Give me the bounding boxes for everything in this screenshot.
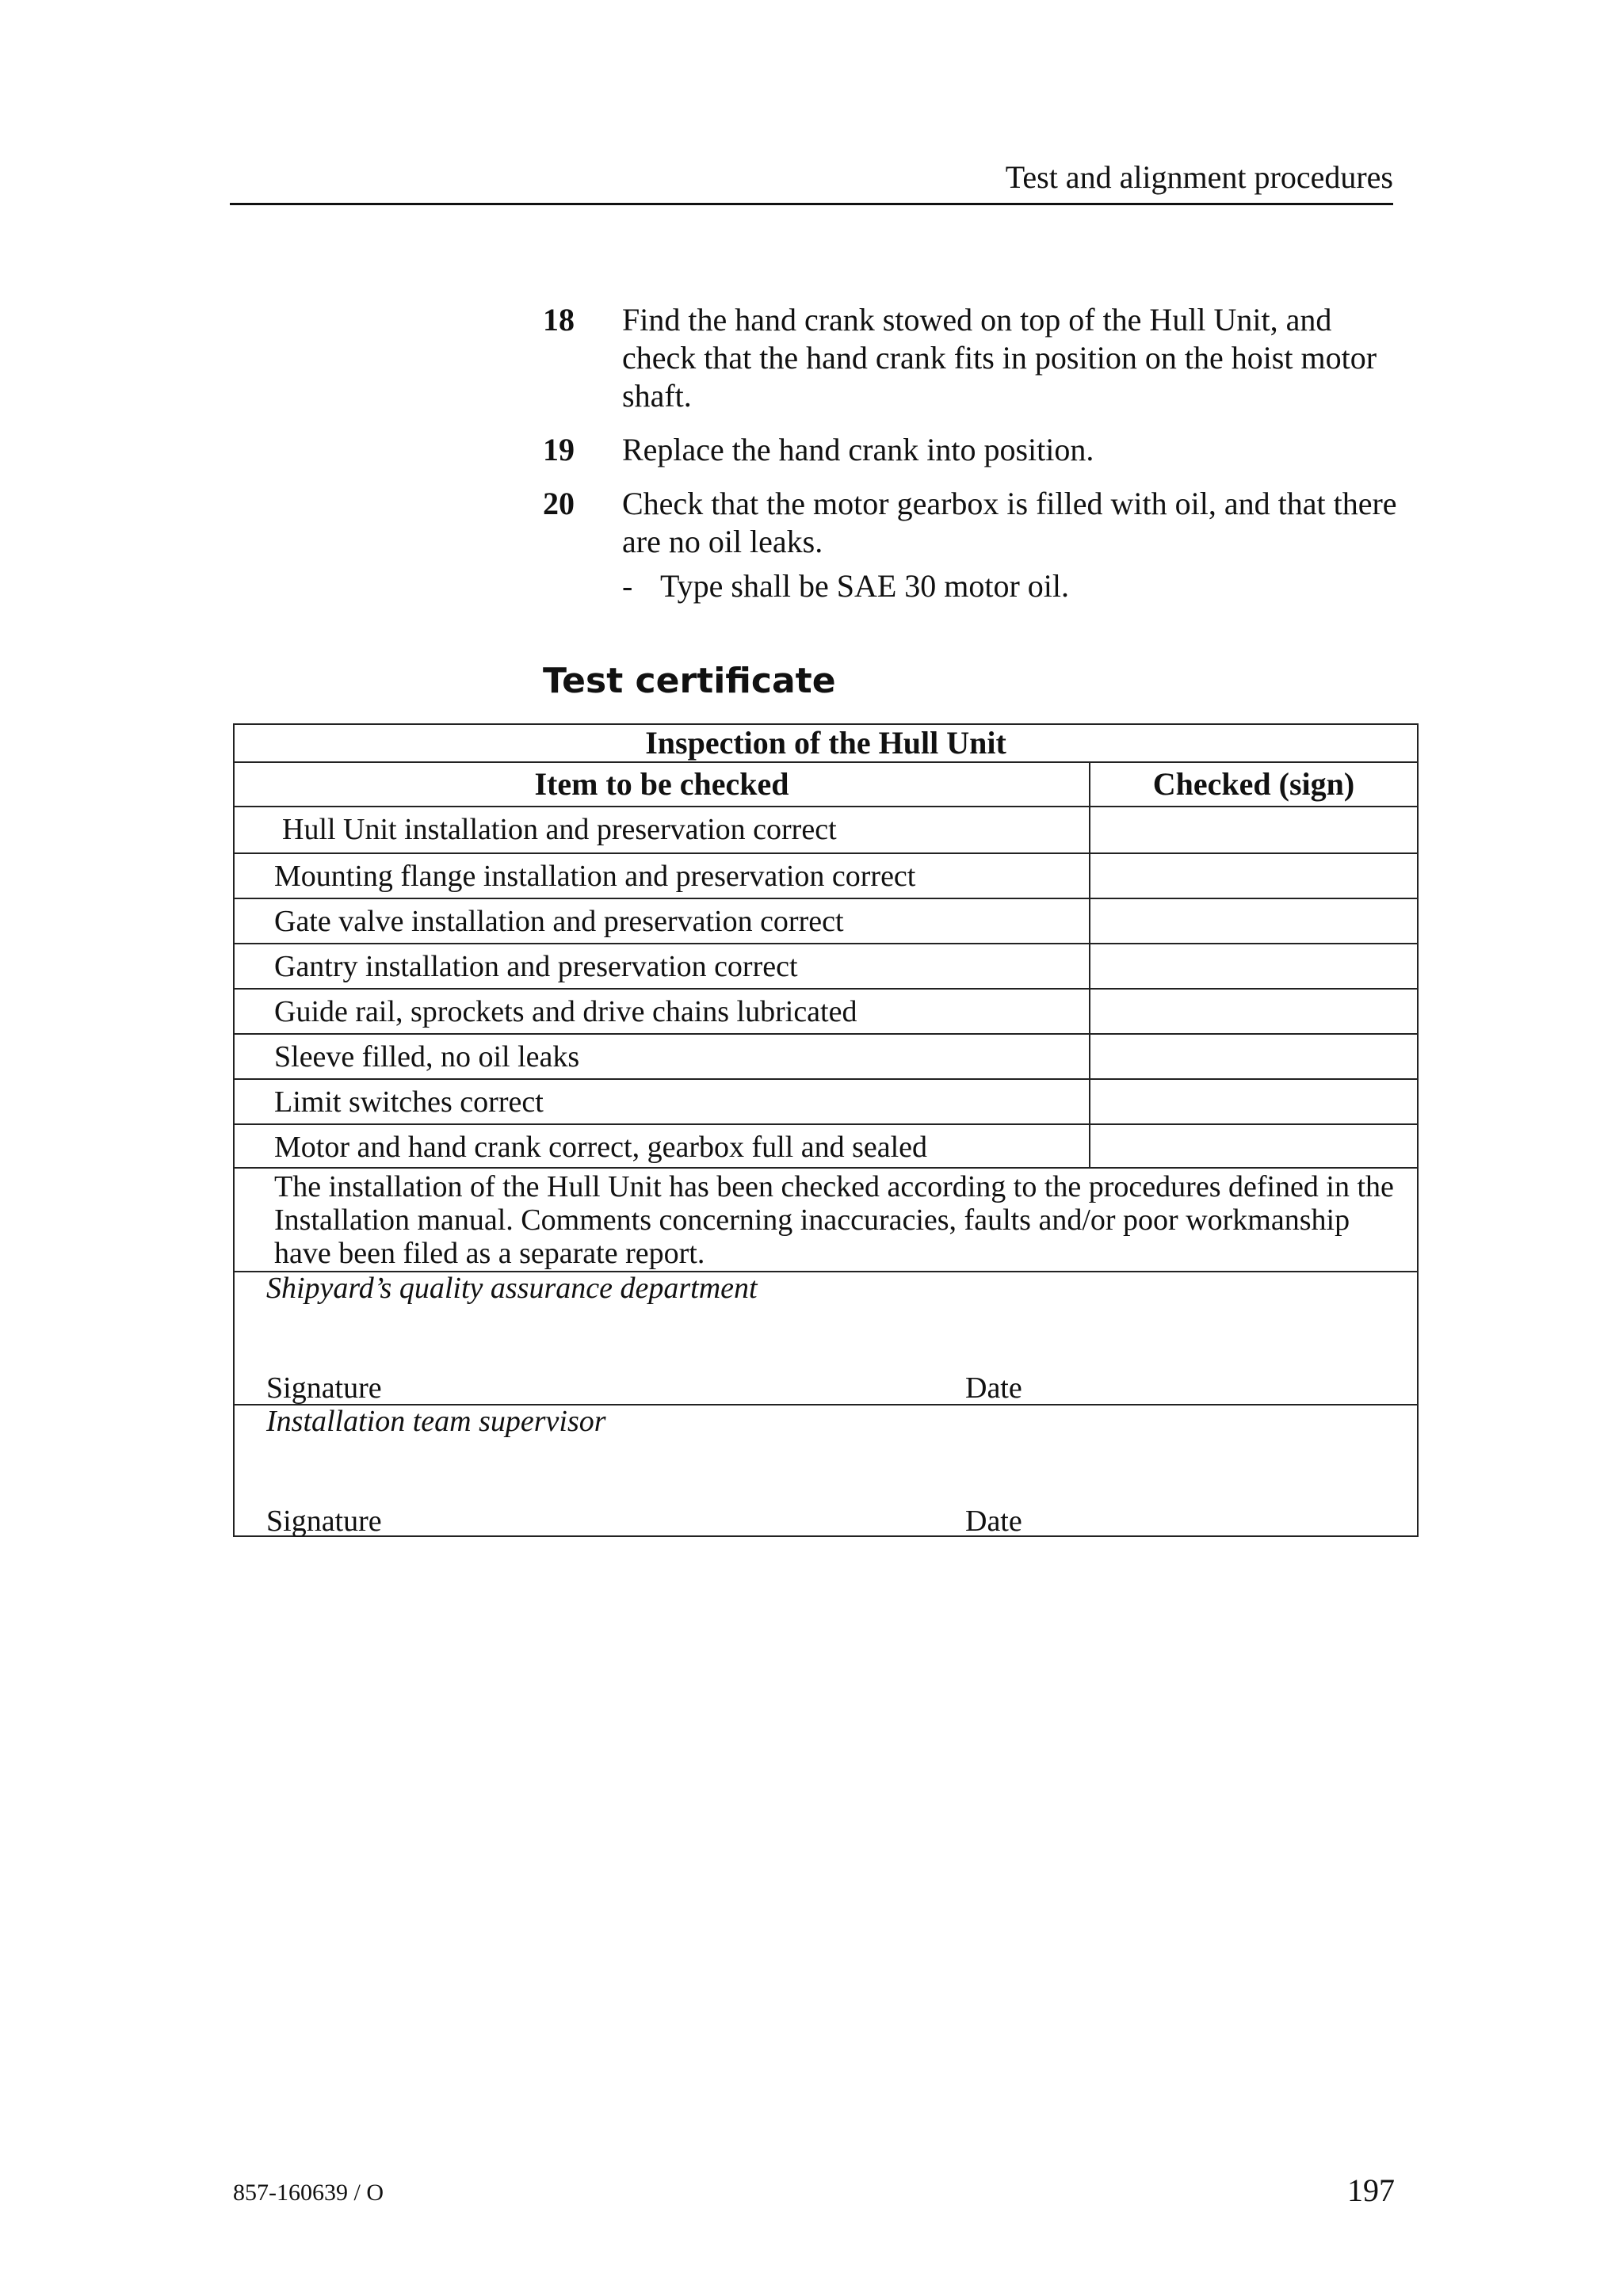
- item-text: Motor and hand crank correct, gearbox full and sealed: [274, 1131, 928, 1164]
- sign-cell[interactable]: [1090, 1035, 1417, 1078]
- item-cell: [235, 807, 1090, 852]
- sign-cell[interactable]: [1090, 1080, 1417, 1123]
- sign-cell[interactable]: [1090, 899, 1417, 943]
- footer-page-number: 197: [1347, 2172, 1395, 2208]
- table-row: [235, 807, 1417, 854]
- sign-cell[interactable]: [1090, 1125, 1417, 1167]
- page-header: [230, 155, 1393, 205]
- table-row: [235, 899, 1417, 944]
- table-row: [235, 1035, 1417, 1080]
- step-18: [543, 301, 1407, 415]
- bullet-dash: -: [622, 568, 633, 604]
- table-row: [235, 990, 1417, 1035]
- step-text: Replace the hand crank into position.: [622, 432, 1094, 467]
- item-text: Limit switches correct: [274, 1085, 544, 1119]
- footer-doc-id: 857-160639 / O: [233, 2180, 384, 2206]
- item-cell: [235, 990, 1090, 1033]
- step-text: Check that the motor gearbox is filled with oil, and that there are no oil leaks.: [622, 486, 1397, 559]
- step-number: 20: [543, 486, 575, 521]
- header-item-cell: [235, 763, 1090, 806]
- item-cell: [235, 1035, 1090, 1078]
- table-row: [235, 1080, 1417, 1125]
- table-row: [235, 1125, 1417, 1169]
- table-row: [235, 854, 1417, 899]
- item-cell: [235, 1080, 1090, 1123]
- certificate-statement: The installation of the Hull Unit has been checked according to the procedures defined in the Installation manual. Comments concerning inaccuracies, faults and/or poor workmanship have been filed as a separate report.: [274, 1170, 1394, 1270]
- signature-block-installation: [235, 1405, 1417, 1538]
- date-label: Date: [965, 1505, 1022, 1538]
- item-text: Sleeve filled, no oil leaks: [274, 1040, 580, 1074]
- header-item: Item to be checked: [534, 766, 789, 802]
- date-label: Date: [965, 1371, 1022, 1405]
- header-checked: Checked (sign): [1152, 766, 1355, 802]
- sign-cell[interactable]: [1090, 854, 1417, 898]
- table-caption: Inspection of the Hull Unit: [645, 725, 1006, 761]
- item-text: Gantry installation and preservation correct: [274, 950, 798, 983]
- sign-cell[interactable]: [1090, 944, 1417, 988]
- item-text: Mounting flange installation and preservation correct: [274, 860, 916, 893]
- item-text: Hull Unit installation and preservation correct: [282, 813, 837, 846]
- step-20: [543, 485, 1407, 605]
- signature-label: Signature: [266, 1505, 382, 1538]
- item-cell: [235, 854, 1090, 898]
- table-header-row: [235, 763, 1417, 807]
- step-sub-item: [622, 567, 1407, 605]
- step-number: 18: [543, 302, 575, 338]
- item-text: Gate valve installation and preservation correct: [274, 905, 844, 938]
- signature-role: Shipyard’s quality assurance department: [266, 1272, 758, 1305]
- item-cell: [235, 899, 1090, 943]
- statement-row: [235, 1169, 1417, 1272]
- step-number: 19: [543, 432, 575, 467]
- step-text: Find the hand crank stowed on top of the Hull Unit, and check that the hand crank fits in position on the hoist motor shaft.: [622, 302, 1377, 414]
- table-row: [235, 944, 1417, 990]
- step-19: [543, 431, 1407, 469]
- test-certificate-table: [233, 723, 1419, 1537]
- item-text: Guide rail, sprockets and drive chains lubricated: [274, 995, 857, 1028]
- header-checked-cell: [1090, 763, 1417, 806]
- step-sub-text: Type shall be SAE 30 motor oil.: [660, 568, 1070, 604]
- step-body: [622, 485, 1407, 605]
- procedure-steps: [543, 301, 1407, 621]
- sign-cell[interactable]: [1090, 807, 1417, 852]
- signature-label: Signature: [266, 1371, 382, 1405]
- page-header-title: Test and alignment procedures: [1005, 159, 1393, 195]
- signature-role: Installation team supervisor: [266, 1405, 606, 1438]
- signature-block-shipyard: [235, 1272, 1417, 1405]
- item-cell: [235, 1125, 1090, 1167]
- sign-cell[interactable]: [1090, 990, 1417, 1033]
- item-cell: [235, 944, 1090, 988]
- section-title: Test certificate: [543, 661, 836, 701]
- table-caption-row: [235, 725, 1417, 763]
